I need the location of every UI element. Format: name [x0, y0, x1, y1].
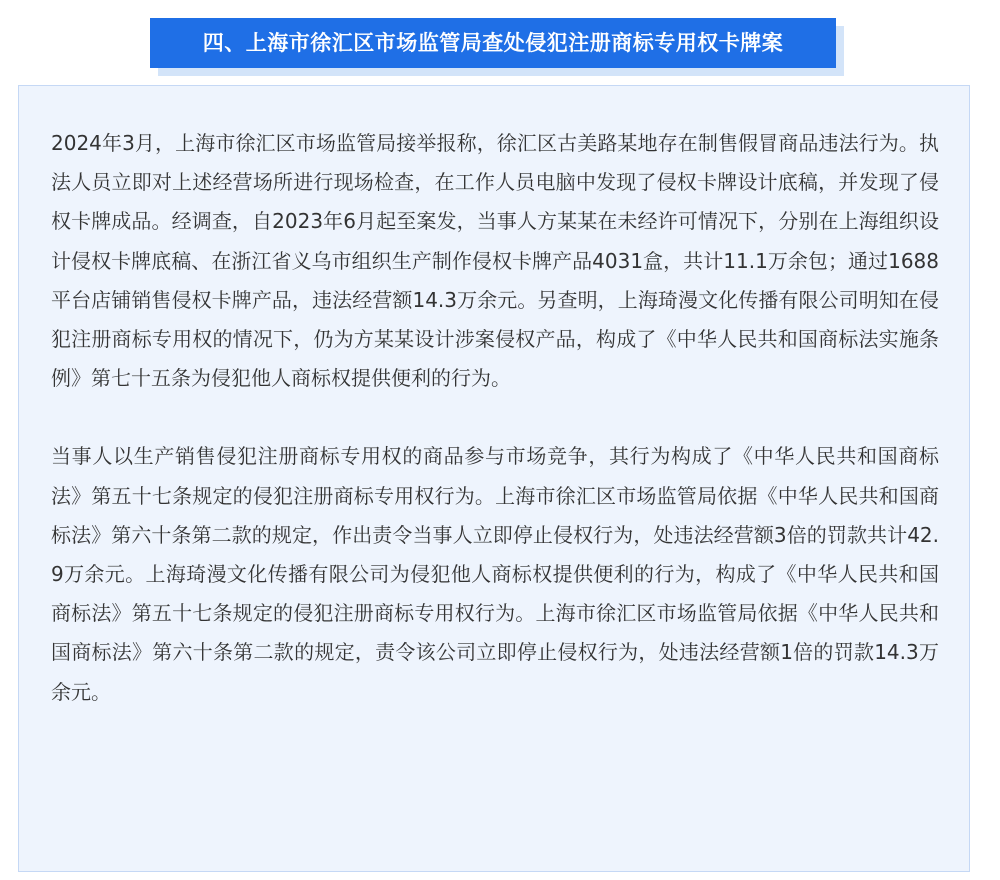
- section-title: 四、上海市徐汇区市场监管局查处侵犯注册商标专用权卡牌案: [150, 18, 836, 68]
- section-title-banner: [150, 18, 844, 76]
- case-paragraph-penalty: 当事人以生产销售侵犯注册商标专用权的商品参与市场竞争，其行为构成了《中华人民共和国商标法》第五十七条规定的侵犯注册商标专用权行为。上海市徐汇区市场监管局依据《中华人民共和国商标法》第六十条第二款的规定，作出责令当事人立即停止侵权行为，处违法经营额3倍的罚款共计42.9万余元。上海琦漫文化传播有限公司为侵犯他人商标权提供便利的行为，构成了《中华人民共和国商标法》第五十七条规定的侵犯注册商标专用权行为。上海市徐汇区市场监管局依据《中华人民共和国商标法》第六十条第二款的规定，责令该公司立即停止侵权行为，处违法经营额1倍的罚款14.3万余元。: [51, 444, 939, 704]
- case-content-box: [18, 85, 970, 872]
- case-paragraph-facts: 2024年3月，上海市徐汇区市场监管局接举报称，徐汇区古美路某地存在制售假冒商品违法行为。执法人员立即对上述经营场所进行现场检查，在工作人员电脑中发现了侵权卡牌设计底稿，并发现了侵权卡牌成品。经调查，自2023年6月起至案发，当事人方某某在未经许可情况下，分别在上海组织设计侵权卡牌底稿、在浙江省义乌市组织生产制作侵权卡牌产品4031盒，共计11.1万余包；通过1688平台店铺销售侵权卡牌产品，违法经营额14.3万余元。另查明，上海琦漫文化传播有限公司明知在侵犯注册商标专用权的情况下，仍为方某某设计涉案侵权产品，构成了《中华人民共和国商标法实施条例》第七十五条为侵犯他人商标权提供便利的行为。: [51, 131, 939, 391]
